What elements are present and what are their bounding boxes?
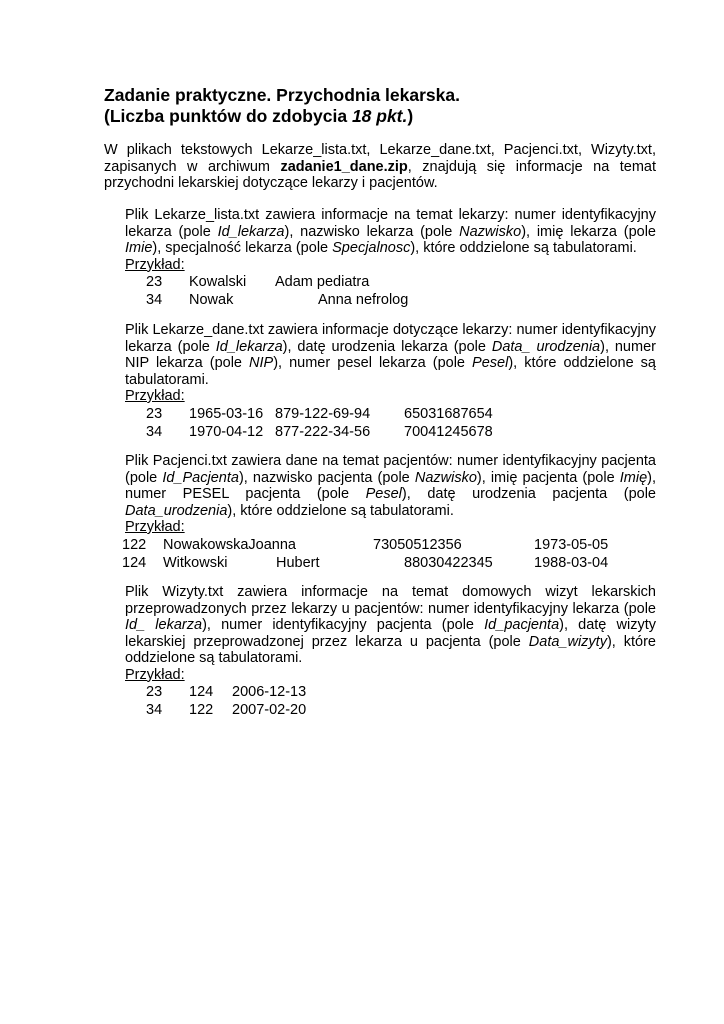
field-name: Data_urodzenia: [125, 502, 228, 519]
field-name: Imię: [619, 469, 648, 486]
example-row: [125, 291, 656, 309]
cell: NowakowskaJoanna: [163, 536, 296, 553]
desc-text: Plik Pacjenci.txt zawiera dane na temat pacjentów: numer identyfikacyjny pacjenta (pole: [125, 453, 656, 486]
cell: 122: [189, 702, 214, 718]
desc-text: ), imię pacjenta (pole: [476, 469, 620, 486]
cell: Nowak: [189, 292, 234, 308]
desc-text: Plik Lekarze_lista.txt zawiera informacje na temat lekarzy: numer identyfikacyjny lekarza (pole: [125, 207, 656, 240]
example-row: [122, 554, 656, 572]
desc-text: ), specjalność lekarza (pole: [152, 240, 333, 256]
section-lekarze-lista: [125, 207, 656, 309]
example-row: [125, 273, 656, 291]
field-name: Id_Pacjenta: [162, 469, 239, 486]
example-label: Przykład:: [125, 388, 185, 404]
document-title: [104, 85, 460, 127]
example-label: Przykład:: [125, 666, 185, 683]
cell: 23: [146, 274, 163, 290]
example-row: [125, 701, 656, 719]
section-description: [125, 584, 656, 667]
title-line-2: [104, 106, 460, 127]
cell: Kowalski: [189, 274, 247, 290]
cell: 23: [146, 405, 163, 422]
desc-text: ), numer identyfikacyjny pacjenta (pole: [202, 617, 485, 633]
cell: 70041245678: [404, 423, 493, 440]
cell: 34: [146, 423, 163, 440]
intro-paragraph: [104, 142, 656, 192]
desc-text: Plik Lekarze_dane.txt zawiera informacje dotyczące lekarzy: numer identyfikacyjny lekarza (pole: [125, 322, 656, 355]
cell: 65031687654: [404, 405, 493, 422]
field-name: Pesel: [472, 355, 509, 371]
field-name: Id_lekarza: [217, 223, 285, 240]
cell: 1973-05-05: [534, 536, 609, 553]
cell: 2007-02-20: [232, 702, 307, 718]
archive-filename: zadanie1_dane.zip: [280, 158, 408, 175]
desc-text: ), numer PESEL pacjenta (pole: [125, 469, 657, 502]
cell: Anna nefrolog: [318, 292, 409, 308]
cell: 23: [146, 684, 163, 700]
field-name: Id_lekarza: [215, 338, 283, 355]
title-points-text: (Liczba punktów do zdobycia: [104, 106, 352, 126]
section-description: [125, 453, 656, 519]
field-name: Pesel: [365, 486, 402, 502]
desc-text: ), datę urodzenia pacjenta (pole: [401, 486, 656, 502]
desc-text: ), datę urodzenia lekarza (pole: [282, 338, 492, 355]
cell: Witkowski: [163, 554, 228, 571]
example-label: Przykład:: [125, 519, 185, 535]
cell: 124: [189, 684, 214, 700]
section-description: [125, 322, 656, 388]
desc-text: ), imię lekarza (pole: [521, 223, 656, 240]
cell: 1988-03-04: [534, 554, 609, 571]
cell: 34: [146, 702, 163, 718]
example-row: [122, 536, 656, 554]
cell: 88030422345: [404, 554, 493, 571]
desc-text: ), nazwisko pacjenta (pole: [238, 469, 415, 486]
title-line-1: Zadanie praktyczne. Przychodnia lekarska.: [104, 85, 460, 105]
cell: 1970-04-12: [189, 423, 264, 440]
desc-text: ), które oddzielone są tabulatorami.: [410, 240, 637, 256]
desc-text: ), które oddzielone są tabulatorami.: [125, 355, 656, 388]
section-lekarze-dane: [125, 322, 656, 441]
title-points-value: 18 pkt.: [351, 106, 408, 126]
example-row: [125, 683, 656, 701]
desc-text: ), numer NIP lekarza (pole: [125, 338, 656, 371]
cell: Hubert: [276, 554, 320, 571]
cell: 122: [122, 536, 147, 553]
cell: Adam pediatra: [275, 274, 370, 290]
cell: 124: [122, 554, 147, 571]
cell: 879-122-69-94: [275, 405, 371, 422]
desc-text: ), datę wizyty lekarskiej przeprowadzonej przez lekarza u pacjenta (pole: [125, 617, 656, 650]
cell: 34: [146, 292, 163, 308]
field-name: Imie: [125, 240, 153, 256]
example-row: [125, 405, 656, 423]
section-pacjenci: [122, 453, 657, 572]
field-name: Data_wizyty: [528, 633, 607, 650]
desc-text: ), które oddzielone są tabulatorami.: [125, 633, 656, 666]
field-name: Data_ urodzenia: [491, 338, 601, 355]
cell: 2006-12-13: [232, 684, 307, 700]
intro-text-a: W plikach tekstowych Lekarze_lista.txt, Lekarze_dane.txt, Pacjenci.txt, Wizyty.txt, zapisanych w archiwum: [104, 142, 656, 175]
desc-text: ), nazwisko lekarza (pole: [284, 223, 460, 240]
cell: 73050512356: [373, 536, 462, 553]
example-row: [125, 423, 656, 441]
field-name: NIP: [249, 355, 274, 371]
example-label: Przykład:: [125, 256, 185, 273]
desc-text: ), numer pesel lekarza (pole: [273, 355, 473, 371]
cell: 1965-03-16: [189, 405, 264, 422]
cell: 877-222-34-56: [275, 423, 371, 440]
section-wizyty: [125, 584, 656, 719]
field-name: Id_pacjenta: [484, 617, 560, 633]
desc-text: Plik Wizyty.txt zawiera informacje na temat domowych wizyt lekarskich przeprowadzonych przez lekarzy u pacjentów: numer identyfikacyjny lekarza (pole: [125, 584, 656, 617]
field-name: Nazwisko: [459, 223, 522, 240]
desc-text: ), które oddzielone są tabulatorami.: [227, 502, 454, 519]
title-points-close: ): [407, 106, 414, 126]
field-name: Id_ lekarza: [125, 617, 203, 633]
section-description: [125, 207, 656, 257]
field-name: Specjalnosc: [332, 240, 411, 256]
intro-text-b: , znajdują się informacje na temat przychodni lekarskiej dotyczące lekarzy i pacjentów.: [104, 158, 656, 191]
field-name: Nazwisko: [414, 469, 477, 486]
